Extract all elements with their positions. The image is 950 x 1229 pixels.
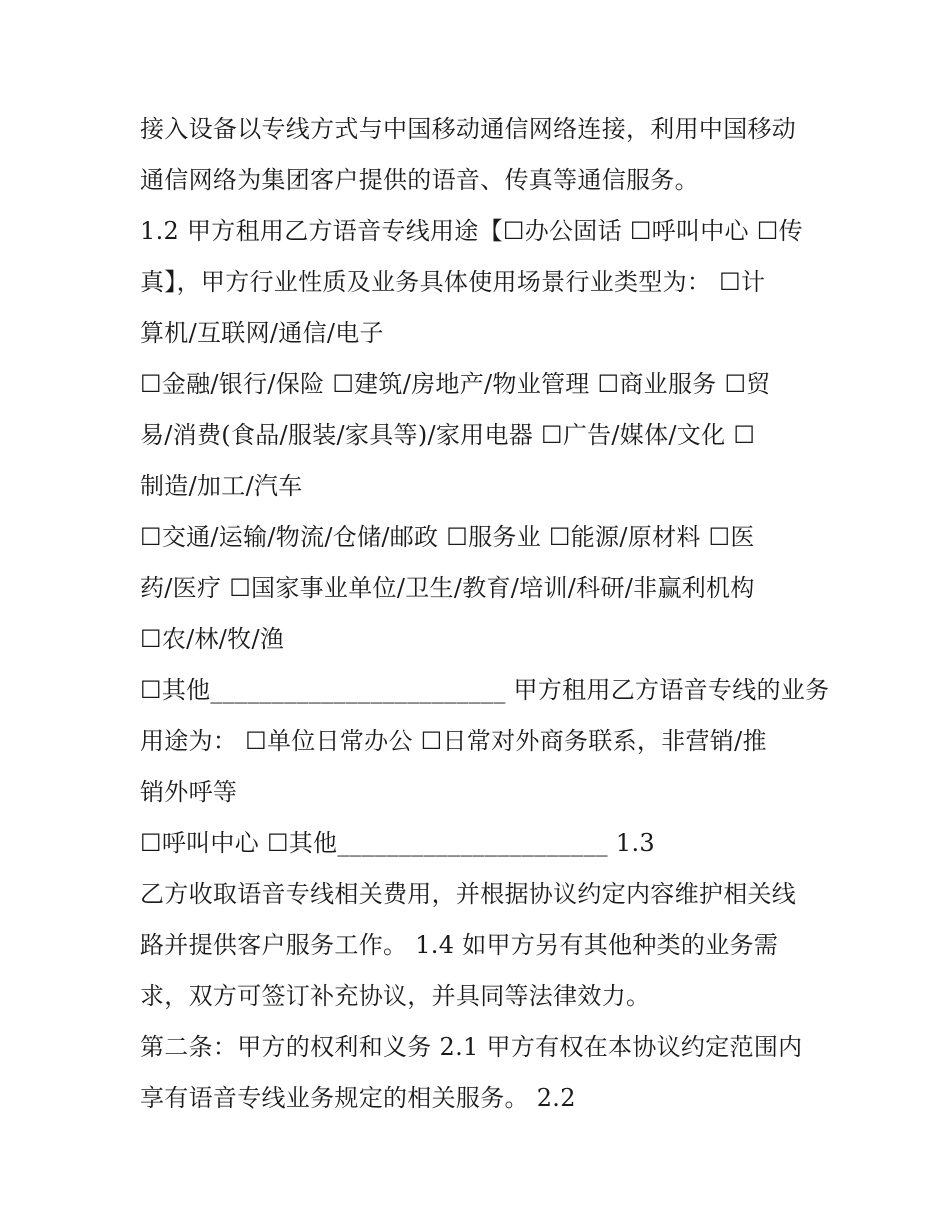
text-line: 制造/加工/汽车 — [140, 472, 303, 500]
text-line: 享有语音专线业务规定的相关服务。 2.2 — [140, 1084, 576, 1112]
text-line: 1.2 甲方租用乙方语音专线用途【☐办公固话 ☐呼叫中心 ☐传 — [140, 217, 803, 245]
text-line: ☐金融/银行/保险 ☐建筑/房地产/物业管理 ☐商业服务 ☐贸 — [140, 370, 771, 398]
text-line: 通信网络为集团客户提供的语音、传真等通信服务。 — [140, 166, 699, 194]
text-line: ☐呼叫中心 ☐其他______________________ 1.3 — [140, 829, 655, 857]
text-line: 第二条：甲方的权利和义务 2.1 甲方有权在本协议约定范围内 — [140, 1033, 803, 1061]
text-line: 药/医疗 ☐国家事业单位/卫生/教育/培训/科研/非赢利机构 — [140, 574, 755, 602]
text-line: 用途为： ☐单位日常办公 ☐日常对外商务联系，非营销/推 — [140, 727, 767, 755]
text-line: 销外呼等 — [140, 778, 238, 806]
text-line: 接入设备以专线方式与中国移动通信网络连接，利用中国移动 — [140, 115, 797, 143]
text-line: 求，双方可签订补充协议，并具同等法律效力。 — [140, 982, 651, 1010]
text-line: ☐交通/运输/物流/仓储/邮政 ☐服务业 ☐能源/原材料 ☐医 — [140, 523, 755, 551]
contract-body-text — [140, 104, 840, 1124]
text-line: 算机/互联网/通信/电子 — [140, 319, 384, 347]
text-line: 真】，甲方行业性质及业务具体使用场景行业类型为： ☐计 — [140, 268, 766, 296]
text-line: ☐其他________________________ 甲方租用乙方语音专线的业务 — [140, 676, 830, 704]
text-line: 路并提供客户服务工作。 1.4 如甲方另有其他种类的业务需 — [140, 931, 779, 959]
text-line: 易/消费(食品/服装/家具等)/家用电器 ☐广告/媒体/文化 ☐ — [140, 421, 756, 449]
text-line: ☐农/林/牧/渔 — [140, 625, 285, 653]
text-line: 乙方收取语音专线相关费用，并根据协议约定内容维护相关线 — [140, 880, 797, 908]
